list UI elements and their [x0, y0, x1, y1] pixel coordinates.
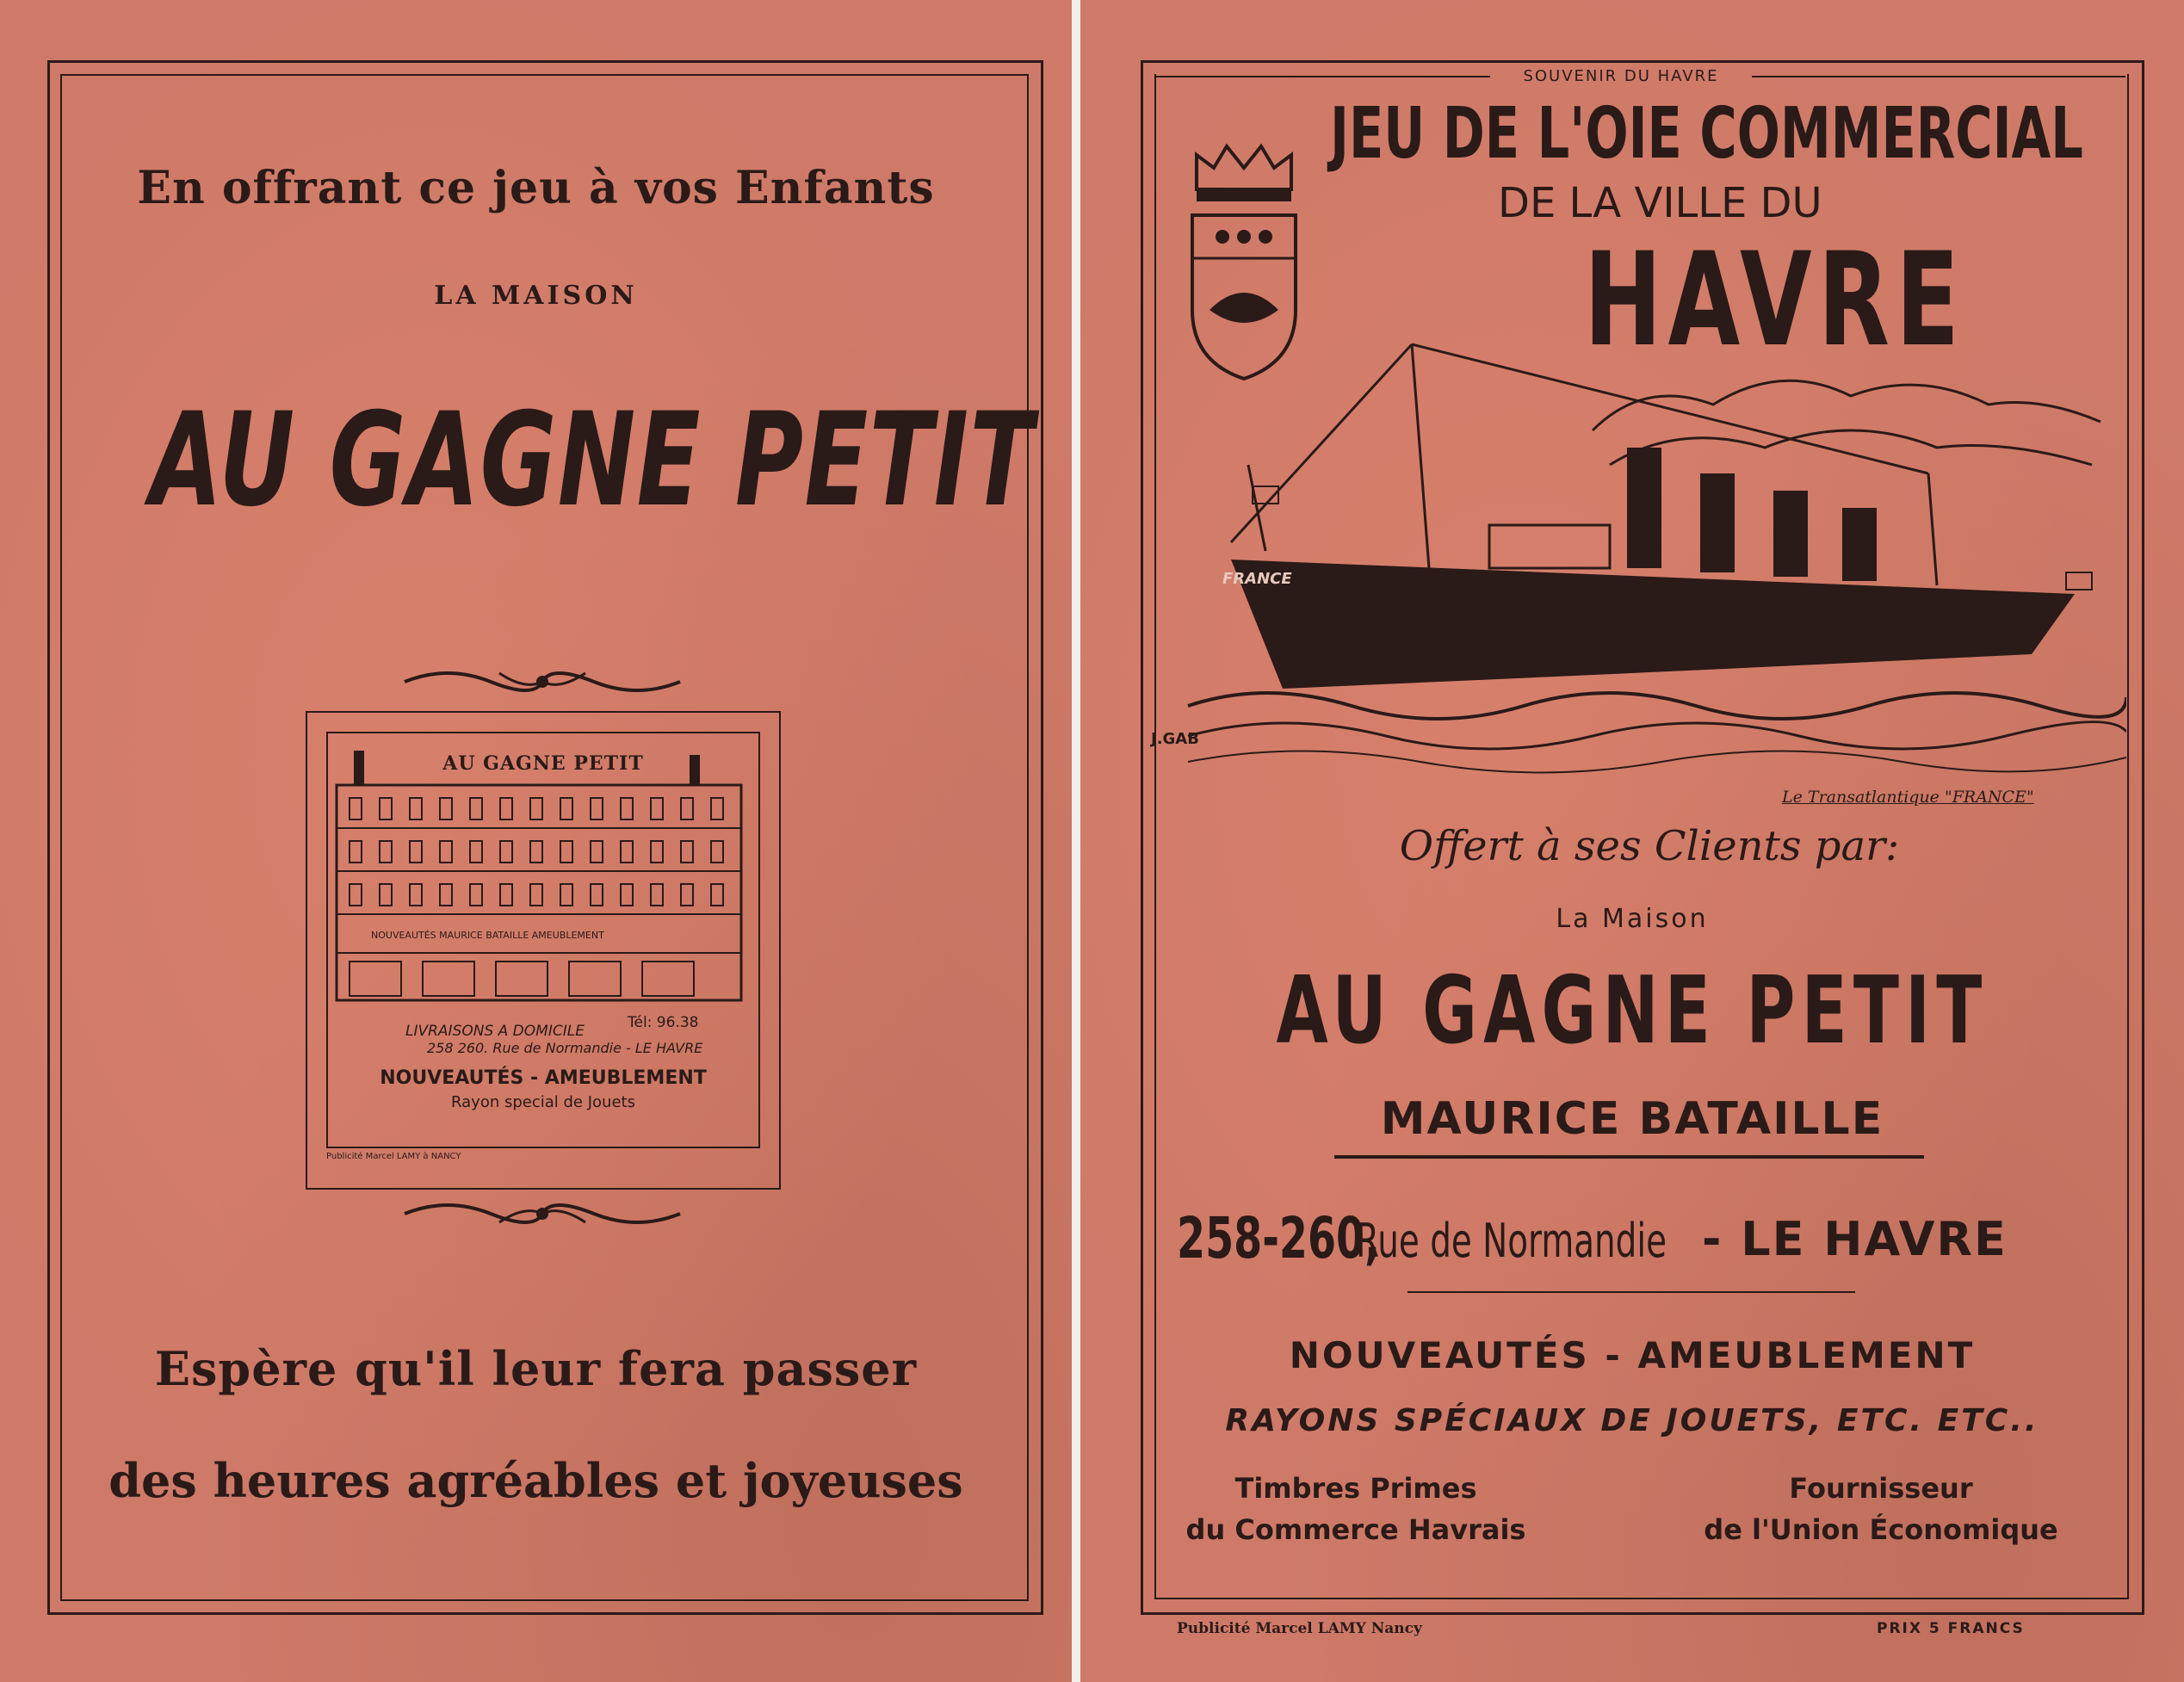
store-address: 258 260. Rue de Normandie - LE HAVRE	[427, 1040, 703, 1056]
closing-line-2: des heures agréables et joyeuses	[108, 1453, 963, 1508]
store-caption-goods: NOUVEAUTÉS - AMEUBLEMENT	[380, 1067, 707, 1089]
ornament-top	[396, 665, 689, 699]
la-maison-label: LA MAISON	[434, 281, 638, 311]
store-sign: AU GAGNE PETIT	[442, 752, 644, 775]
artist-signature: J.GAB	[1151, 730, 1199, 748]
havre-title: HAVRE	[1584, 226, 1966, 375]
footer-price: PRIX 5 FRANCS	[1877, 1620, 2025, 1637]
store-illustration-frame	[306, 711, 781, 1190]
rule-right	[1752, 76, 2125, 77]
souvenir-label: SOUVENIR DU HAVRE	[1523, 67, 1719, 85]
goods-line: NOUVEAUTÉS - AMEUBLEMENT	[1289, 1334, 1976, 1376]
store-delivery: LIVRAISONS A DOMICILE	[405, 1023, 585, 1040]
owner-underline	[1334, 1155, 1924, 1159]
brand-title: AU GAGNE PETIT	[150, 386, 1035, 535]
ship-name: FRANCE	[1222, 570, 1292, 588]
footer-publicity: Publicité Marcel LAMY Nancy	[1177, 1620, 1422, 1637]
timbres-line-1: Timbres Primes	[1234, 1472, 1477, 1505]
brand-title-right: AU GAGNE PETIT	[1276, 957, 1989, 1065]
right-panel	[1080, 0, 2184, 1682]
address-street: Rue de Normandie	[1356, 1214, 1667, 1268]
left-panel	[0, 0, 1072, 1682]
fournisseur-line-2: de l'Union Économique	[1704, 1513, 2058, 1546]
store-building-image	[328, 733, 758, 1026]
intro-line: En offrant ce jeu à vos Enfants	[137, 162, 935, 214]
address-number: 258-260,	[1177, 1205, 1381, 1271]
rule-left	[1154, 76, 1490, 77]
owner-name: MAURICE BATAILLE	[1380, 1093, 1884, 1145]
maison-label: La Maison	[1556, 904, 1709, 934]
offered-line: Offert à ses Clients par:	[1399, 822, 1900, 870]
store-banner: NOUVEAUTÉS MAURICE BATAILLE AMEUBLEMENT	[371, 930, 604, 941]
timbres-line-2: du Commerce Havrais	[1185, 1513, 1526, 1546]
closing-line-1: Espère qu'il leur fera passer	[154, 1341, 918, 1396]
store-illustration-inner	[326, 732, 760, 1148]
game-title: JEU DE L'OIE COMMERCIAL	[1330, 93, 2083, 175]
game-subtitle: DE LA VILLE DU	[1498, 179, 1822, 227]
ship-caption: Le Transatlantique "FRANCE"	[1782, 788, 2034, 807]
ornament-bottom	[396, 1197, 689, 1231]
address-divider	[1408, 1291, 1855, 1293]
fournisseur-line-1: Fournisseur	[1789, 1472, 1973, 1505]
address-city: - LE HAVRE	[1702, 1212, 2008, 1266]
store-caption-toys: Rayon special de Jouets	[451, 1093, 635, 1111]
store-tel: Tél: 96.38	[628, 1014, 699, 1031]
toys-line: RAYONS SPÉCIAUX DE JOUETS, ETC. ETC..	[1225, 1403, 2039, 1438]
store-credit: Publicité Marcel LAMY à NANCY	[326, 1152, 461, 1161]
ship-illustration	[1162, 327, 2126, 775]
